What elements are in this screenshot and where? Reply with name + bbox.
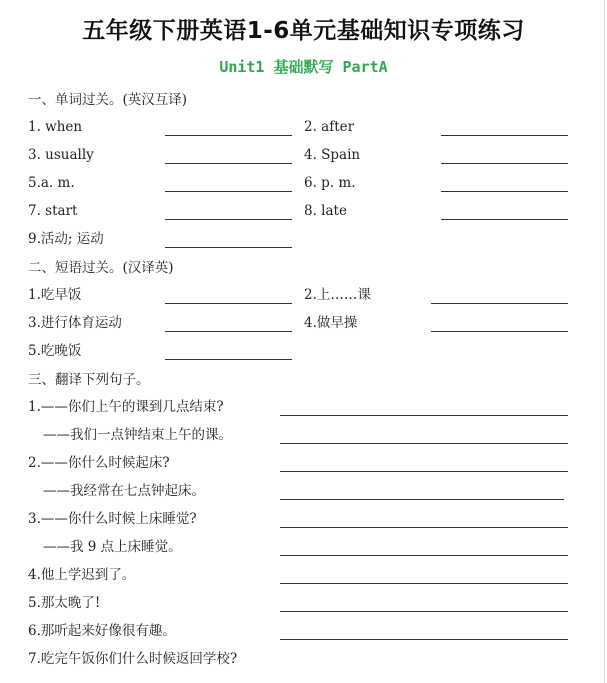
answer-blank[interactable] [280,415,568,416]
answer-blank[interactable] [165,303,292,304]
sentence-row [0,621,607,649]
answer-blank[interactable] [165,247,292,248]
phrase-prompt: 3.进行体育运动 [28,315,122,331]
sentence-prompt: ——我经常在七点钟起床。 [43,483,205,499]
answer-blank[interactable] [280,611,568,612]
word-prompt: 2. after [304,119,355,135]
phrase-row [0,341,607,369]
answer-blank[interactable] [441,163,568,164]
answer-blank[interactable] [280,555,568,556]
sentence-row [0,593,607,621]
sentence-prompt: ——我们一点钟结束上午的课。 [43,427,232,443]
sentence-row [0,509,607,537]
answer-blank[interactable] [280,499,564,500]
word-row [0,145,607,173]
phrase-row [0,285,607,313]
sentence-row [0,397,607,425]
answer-blank[interactable] [280,443,568,444]
word-prompt: 8. late [304,203,347,219]
sentence-row [0,565,607,593]
phrase-prompt: 5.吃晚饭 [28,343,82,359]
section2-heading: 二、短语过关。(汉译英) [28,260,174,276]
answer-blank[interactable] [431,331,568,332]
section3-heading: 三、翻译下列句子。 [28,372,150,388]
answer-blank[interactable] [441,191,568,192]
answer-blank[interactable] [431,303,568,304]
answer-blank[interactable] [165,359,292,360]
phrase-prompt: 1.吃早饭 [28,287,82,303]
page-subtitle: Unit1 基础默写 PartA [219,58,388,76]
answer-blank[interactable] [165,191,292,192]
sentence-prompt: 5.那太晚了! [28,595,101,611]
sentence-prompt: 3.——你什么时候上床睡觉? [28,511,197,527]
word-row [0,201,607,229]
word-prompt: 5.a. m. [28,175,75,191]
sentence-prompt: 1.——你们上午的课到几点结束? [28,399,224,415]
word-prompt: 4. Spain [304,147,361,163]
sentence-row [0,425,607,453]
word-row [0,117,607,145]
answer-blank[interactable] [165,163,292,164]
sentence-prompt: 7.吃完午饭你们什么时候返回学校? [28,651,238,667]
phrase-row [0,313,607,341]
answer-blank[interactable] [165,331,292,332]
answer-blank[interactable] [280,471,568,472]
answer-blank[interactable] [165,219,292,220]
answer-blank[interactable] [280,583,568,584]
answer-blank[interactable] [441,219,568,220]
word-row [0,229,607,257]
word-prompt: 7. start [28,203,78,219]
word-prompt: 1. when [28,119,83,135]
word-row [0,173,607,201]
word-prompt: 9.活动; 运动 [28,231,104,247]
word-prompt: 6. p. m. [304,175,356,191]
sentence-prompt: 6.那听起来好像很有趣。 [28,623,176,639]
sentence-row [0,481,607,509]
answer-blank[interactable] [165,135,292,136]
sentence-row [0,453,607,481]
sentence-prompt: 2.——你什么时候起床? [28,455,170,471]
sentence-prompt: ——我 9 点上床睡觉。 [43,539,182,555]
sentence-row [0,537,607,565]
sentence-prompt: 4.他上学迟到了。 [28,567,136,583]
section1-heading: 一、单词过关。(英汉互译) [28,92,188,108]
word-prompt: 3. usually [28,147,94,163]
answer-blank[interactable] [280,527,568,528]
answer-blank[interactable] [280,639,568,640]
sentence-row [0,649,607,677]
phrase-prompt: 2.上……课 [304,287,371,303]
page-title: 五年级下册英语1-6单元基础知识专项练习 [82,18,525,44]
answer-blank[interactable] [441,135,568,136]
phrase-prompt: 4.做早操 [304,315,358,331]
